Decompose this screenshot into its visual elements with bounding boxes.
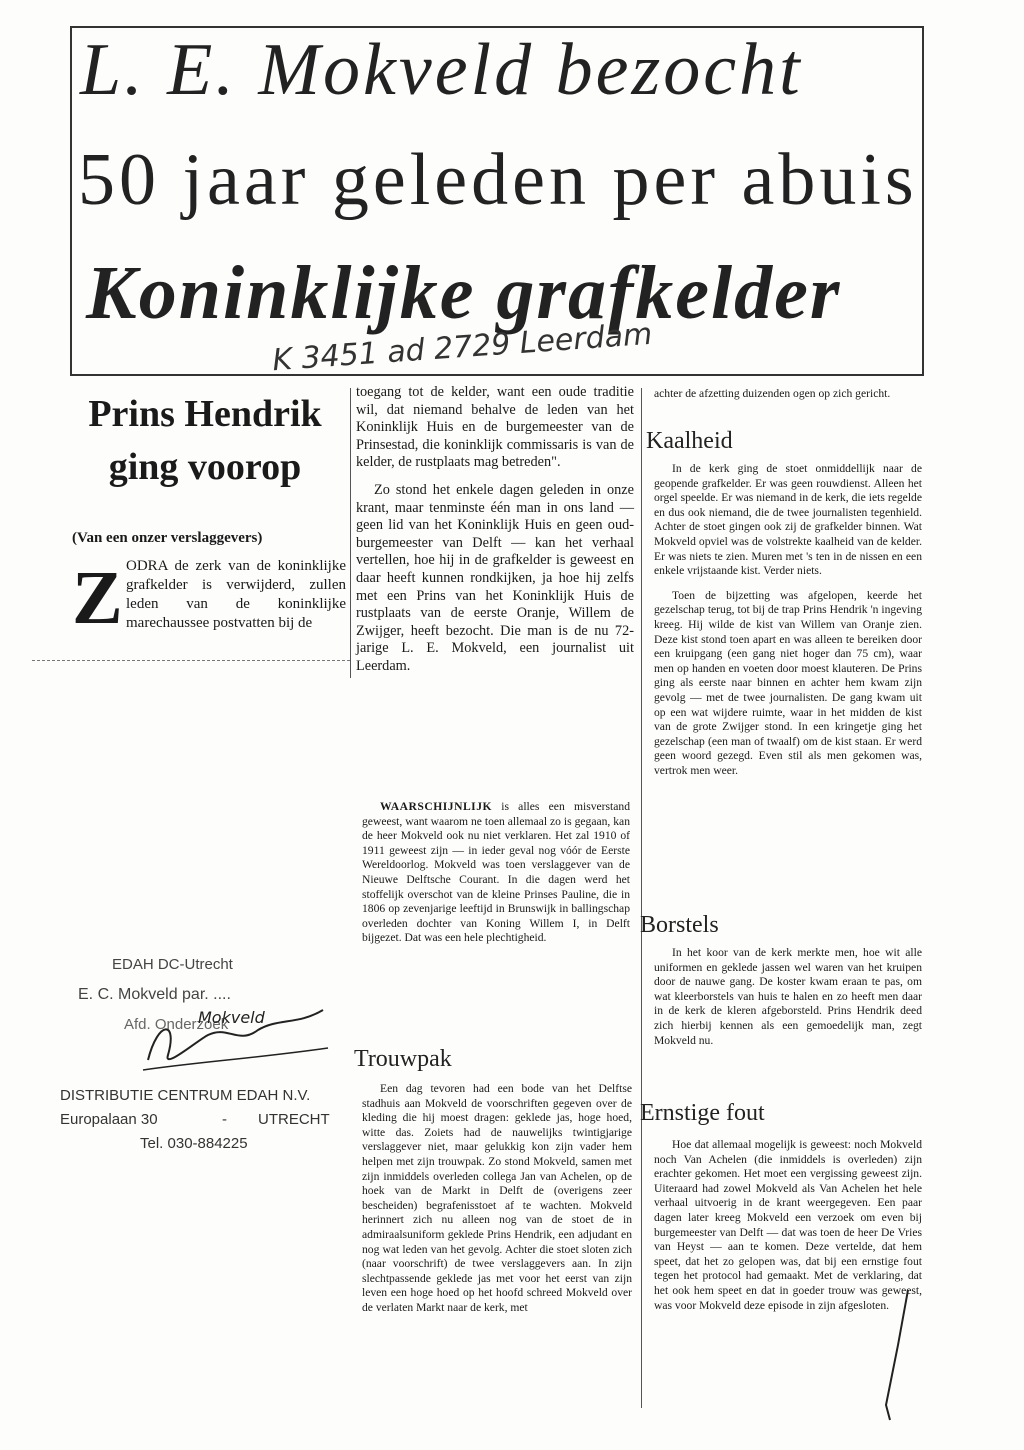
stamp-address: Europalaan 30 (60, 1111, 158, 1128)
column-2-paragraph-2: Zo stond het enkele dagen geleden in onze krant, maar tenminste één man in ons land — geen lid van het Koninklijk Huis en geen oud-burgemeester van Delft — kan het verhaal vertellen, hoe hij in de grafkelder is geweest en daar heeft kunnen rondkijken, ja hoe hij zelfs met een Prins van het Koninklijk Huis de rustplaats van de eerste Oranje, Willem de Zwijger, heeft bezocht. Die man is de nu 72-jarige L. E. Mokveld, een journalist uit Leerdam. (356, 481, 634, 674)
stamp-city: UTRECHT (258, 1111, 330, 1128)
column-3-top (654, 387, 922, 412)
drop-cap: Z (72, 556, 123, 640)
subhead (60, 388, 350, 494)
column-2-lower (362, 800, 630, 956)
stamp-dash: - (222, 1111, 227, 1128)
column-2-paragraph-3: is alles een misverstand geweest, want waarom ne toen allemaal zo is gegaan, kan de heer Mokveld ook nu niet verklaren. Het zal 1910 of 1911 geweest zijn — in ieder geval nog vóór de Eerste Wereldoorlog. Mokveld was toen verslaggever van de Nieuwe Delftsche Courant. In die dagen werd het stoffelijk overschot van de kleine Prinses Pauline, die in 1806 op zevenjarige leeftijd in Brunswijk in ballingschap overleden dochter van Koning Willem I, in Delft bijgezet. Dat was een hele plechtigheid. (362, 800, 630, 945)
section-heading-trouwpak: Trouwpak (354, 1046, 452, 1072)
headline-line-2: 50 jaar geleden per abuis (78, 139, 918, 221)
stamp-line-3: Afd. Onderzoek (124, 1016, 229, 1033)
column-3-paragraph-3: In het koor van de kerk merkte men, hoe wit alle uniformen en geklede jassen wel waren van het kruipen door de nauwe gang. De koster kwam eraan te pas, om wat kleerborstels van huis te halen en zo heeft men daar in de kerk de kleren afgeborsteld. Prins Hendrik deed zich hierbij kennen als een gemoedelijk man, zegt Mokveld nu. (654, 946, 922, 1047)
section-heading-ernstige-fout: Ernstige fout (640, 1100, 765, 1126)
column-3-kaalheid (654, 462, 922, 788)
column-1-text (64, 557, 346, 633)
column-3-paragraph-0: achter de afzetting duizenden ogen op zich gericht. (654, 387, 891, 400)
column-2-paragraph-1: toegang tot de kelder, want een oude traditie wil, dat niemand behalve de leden van het Koninklijk Huis en de burgemeester van de Prinsestad, die koninklijk commissaris is van de kelder, de rustplaats mag betreden". (356, 384, 634, 471)
section-heading-kaalheid: Kaalheid (646, 428, 733, 454)
headline-line-3: Koninklijke grafkelder (86, 251, 842, 335)
column-2-paragraph-4: Een dag tevoren had een bode van het Delftse stadhuis aan Mokveld de voorschriften gegeven over de kleding die hij moest dragen: geklede jas, hoge hoed, witte das. Zoiets had de nauwelijks twintigjarige verslaggever niet, maar gelukkig kon zijn vader hem helpen met zijn trouwpak. Zo stond Mokveld, samen met zijn inmiddels overleden collega Jan van Achelen, op de hoek van de Markt in Delft de (overigens zeer bescheiden) begrafenisstoet af te wachten. Mokveld herinnert zich nu alleen nog van de stoet de in admiraalsuniform geklede Prins Hendrik, een adjudant en nog wat leden van het gevolg. Achter die stoet sloten zich (naar voorschrift) de twee verslaggevers aan. In zijn slechtpassende geklede jas met voor het eerst van zijn leven een hoge hoed op het hoofd schreed Mokveld over de verlaten Markt naar de kerk, met (362, 1082, 632, 1314)
stamp-phone: Tel. 030-884225 (140, 1135, 248, 1152)
subhead-line-2: ging voorop (108, 446, 302, 489)
column-2-lead-word: WAARSCHIJNLIJK (380, 800, 493, 813)
column-2-upper (356, 384, 634, 686)
column-3-borstels (654, 946, 922, 1058)
section-heading-borstels: Borstels (640, 912, 719, 938)
headline-line-1: L. E. Mokveld bezocht (80, 29, 803, 111)
pen-stroke (886, 1290, 908, 1420)
archive-note: K 3451 ad 2729 Leerdam (271, 316, 654, 379)
signature-text: Mokveld (198, 1008, 265, 1027)
column-2-trouwpak (362, 1082, 632, 1326)
column-3-paragraph-4: Hoe dat allemaal mogelijk is geweest: noch Mokveld noch Van Achelen (die inmiddels is overleden) zijn erachter gekomen. Het moet een vergissing geweest zijn. Uiteraard had zowel Mokveld als Van Achelen het hele verhaal uitvoerig in de krant weergegeven. Een paar dagen later kreeg Mokveld een verzoek om even bij burgemeester van Delft — dat was toen de heer De Vries van Heyst — aan te komen. Deze vertelde, dat hem speet, dat het zo gelopen was, dat bij een ernstige fout tegen het protocol had gemaakt. Met de verklaring, dat het ook hem speet en dat in goeder trouw was geweest, was voor Mokveld deze episode in zijn afgesloten. (654, 1138, 922, 1312)
stamp-company: DISTRIBUTIE CENTRUM EDAH N.V. (60, 1087, 311, 1104)
column-divider-2 (641, 388, 642, 1408)
stamp-line-1: EDAH DC-Utrecht (112, 956, 233, 973)
byline: (Van een onzer verslaggevers) (72, 530, 263, 546)
signature (138, 1000, 338, 1080)
column-divider-1 (350, 388, 351, 678)
subhead-line-1: Prins Hendrik (88, 393, 322, 435)
torn-edge (32, 660, 350, 661)
column-3-paragraph-1: In de kerk ging de stoet onmiddellijk naar de geopende grafkelder. Er was geen rouwdienst. Alleen het orgel speelde. Er was niemand in de kerk, die iets regelde en dus ook niemand, die de twee journalisten tegenhield. Achter de stoet gingen ook zij de grafkelder binnen. Wat Mokveld opviel was de volstrekte kaalheid van de kelder. Er was niets te zien. Muren met 's ten in de nissen en een enkele vrijstaande kist. Verder niets. (654, 462, 922, 578)
column-1-body: ODRA de zerk van de koninklijke grafkelder is verwijderd, zullen leden van de koninklijke marechaussee postvatten bij de (126, 558, 346, 631)
column-3-paragraph-2: Toen de bijzetting was afgelopen, keerde het gezelschap terug, tot bij de trap Prins Hendrik 'n ingeving kreeg. Hij wilde de kist van Willem van Oranje zien. Deze kist stond toen apart en was alleen te bereiken door een kruipgang (een gang niet hoger dan 75 cm), waar men op handen en voeten door moest klauteren. De Prins ging als eerste naar binnen en achter hem kwam zijn gevolg — met de twee journalisten. De gang kwam uit op een wat wijdere ruimte, waar in het midden de kist van de grote Zwijger stond. In een kringetje ging het gezelschap (een man of twaalf) om de kist staan. Er werd geen woord gezegd. Even stil als men gekomen was, vertrok men weer. (654, 588, 922, 777)
stamp-line-2: E. C. Mokveld par. .... (78, 986, 231, 1003)
pen-mark (868, 1285, 928, 1425)
